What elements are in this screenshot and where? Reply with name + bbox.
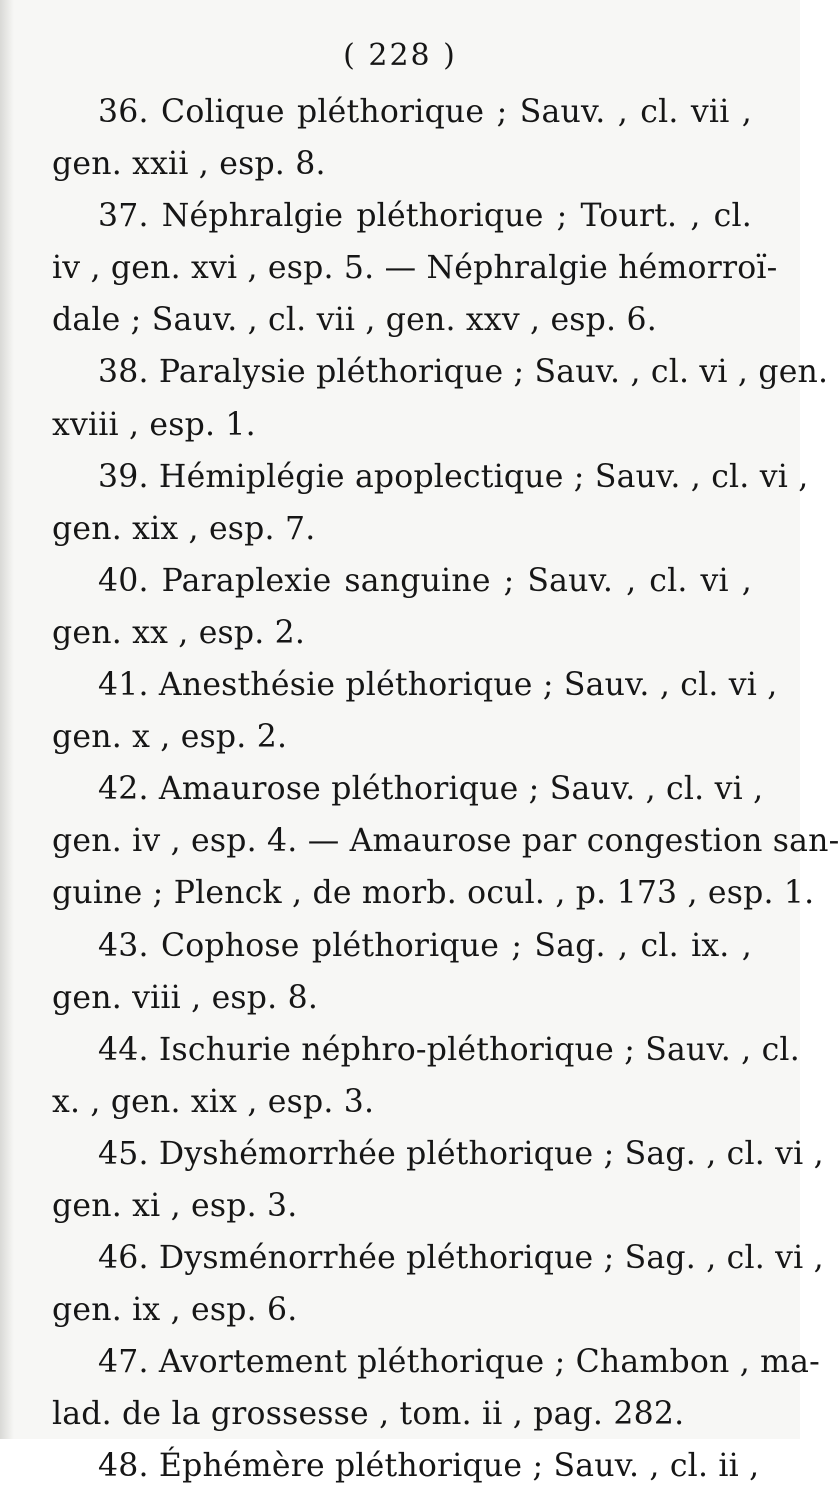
text-line: gen. xxii , esp. 8.	[52, 146, 326, 183]
text-line: 38. Paralysie pléthorique ; Sauv. , cl. vi , gen.	[98, 354, 829, 391]
text-line: 36. Colique pléthorique ; Sauv. , cl. vii ,	[98, 94, 752, 130]
text-line: gen. iv , esp. 4. — Amaurose par congestion san-	[52, 823, 840, 860]
page-edge-shadow	[0, 0, 14, 1439]
text-line: 44. Ischurie néphro-pléthorique ; Sauv. , cl.	[98, 1031, 800, 1068]
page-number: ( 228 )	[343, 38, 457, 73]
text-line: gen. xix , esp. 7.	[52, 510, 316, 547]
text-line: 47. Avortement pléthorique ; Chambon , ma-	[98, 1344, 821, 1381]
text-line: guine ; Plenck , de morb. ocul. , p. 173 , esp. 1.	[52, 875, 815, 912]
text-line: 41. Anesthésie pléthorique ; Sauv. , cl. vi ,	[98, 667, 778, 704]
text-line: 46. Dysménorrhée pléthorique ; Sag. , cl. vi ,	[98, 1240, 824, 1277]
text-line: dale ; Sauv. , cl. vii , gen. xxv , esp. 6.	[52, 302, 657, 339]
text-line: gen. xx , esp. 2.	[52, 614, 306, 651]
text-block	[52, 86, 840, 1493]
text-line: gen. viii , esp. 8.	[52, 979, 319, 1016]
text-line: x. , gen. xix , esp. 3.	[52, 1083, 375, 1120]
text-line: 39. Hémiplégie apoplectique ; Sauv. , cl. vi ,	[98, 458, 809, 495]
text-line: 40. Paraplexie sanguine ; Sauv. , cl. vi ,	[98, 562, 752, 599]
text-line: 48. Éphémère pléthorique ; Sauv. , cl. ii ,	[98, 1448, 760, 1485]
text-line: iv , gen. xvi , esp. 5. — Néphralgie hémorroï-	[52, 250, 778, 287]
text-line: lad. de la grossesse , tom. ii , pag. 282.	[52, 1396, 685, 1433]
text-line: gen. ix , esp. 6.	[52, 1292, 298, 1329]
text-line: gen. x , esp. 2.	[52, 719, 288, 756]
text-line: gen. xi , esp. 3.	[52, 1187, 298, 1224]
text-line: 37. Néphralgie pléthorique ; Tourt. , cl.	[98, 198, 752, 235]
text-line: 45. Dyshémorrhée pléthorique ; Sag. , cl. vi ,	[98, 1135, 824, 1172]
text-line: xviii , esp. 1.	[52, 406, 256, 443]
text-line: 43. Cophose pléthorique ; Sag. , cl. ix. ,	[98, 927, 752, 964]
text-line: 42. Amaurose pléthorique ; Sauv. , cl. vi ,	[98, 771, 764, 808]
